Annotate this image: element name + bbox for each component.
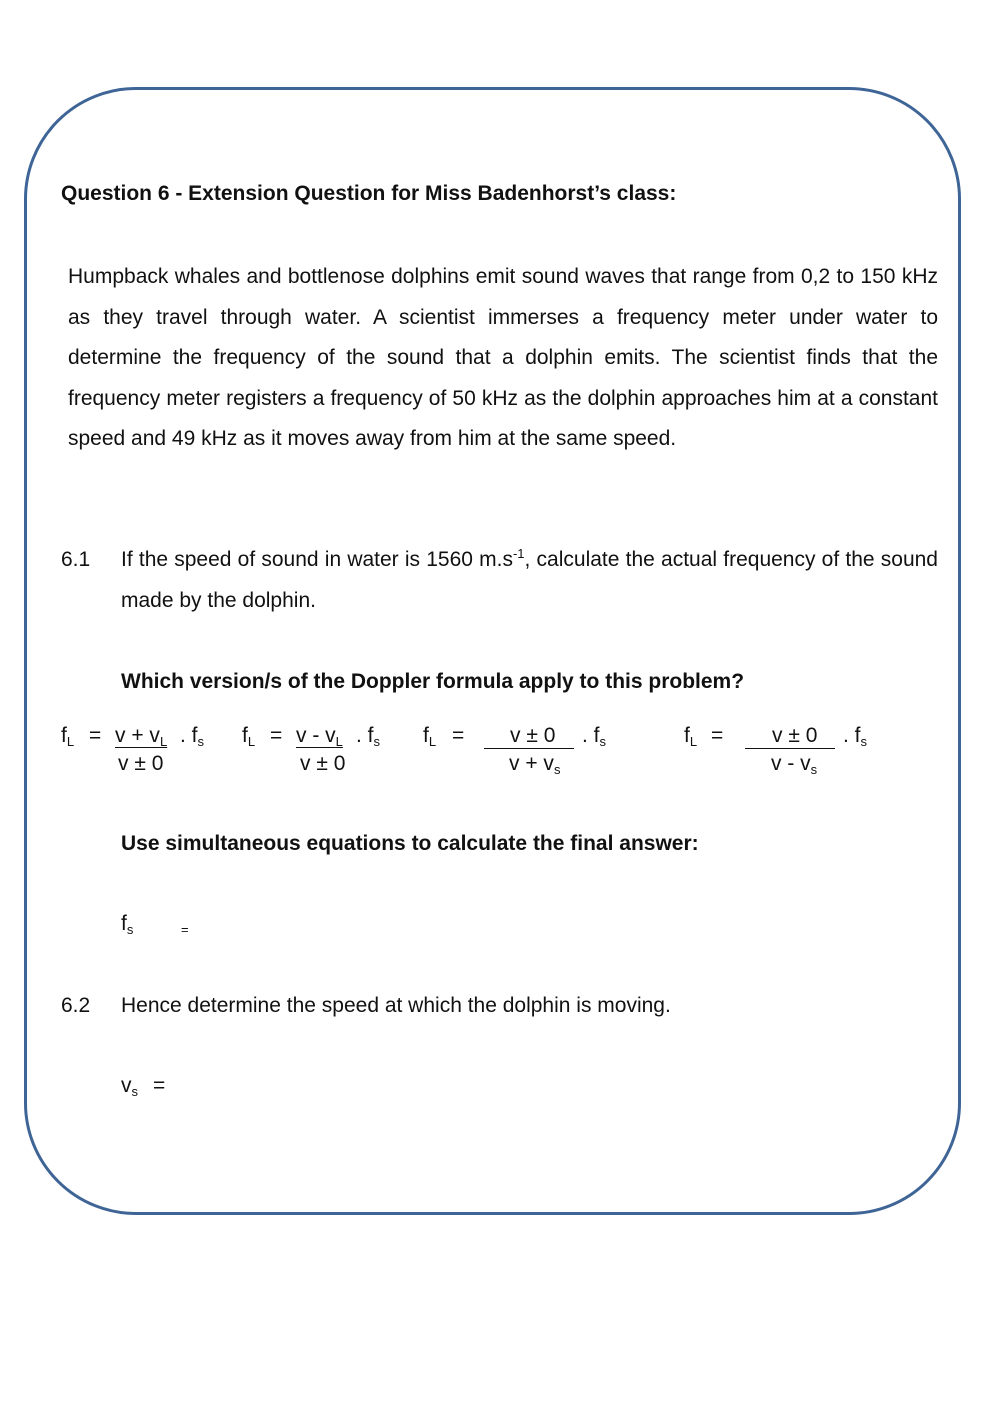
question-6-2-text: Hence determine the speed at which the dolphin is moving. [121,994,671,1017]
formula-3-numerator: v ± 0 [510,724,556,747]
vs-answer-label: $v_s$ [121,1074,138,1099]
simultaneous-prompt: Use simultaneous equations to calculate the final answer: [121,832,699,855]
formula-3-denominator: $v + v_s$ [509,752,561,777]
question-6-1-text: If the speed of sound in water is 1560 $m.s^{-1}$, calculate the actual frequency of the sound made by the dolphin. [121,546,938,612]
formula-4-lhs: $f_L$ [684,724,698,749]
formula-1-numerator: $v + v_L$ [115,724,168,749]
formula-4-denominator: v - $v_s$ [771,752,818,777]
formula-4-fraction-bar [745,748,835,749]
formula-4-equals: = [711,724,724,747]
formula-2-fs: . $f_s$ [356,724,381,749]
formula-1-denominator: v ± 0 [118,752,164,775]
question-number-6-1: 6.1 [61,548,91,571]
formula-3-fraction-bar [484,748,574,749]
formula-1-fs: . $f_s$ [180,724,205,749]
formula-4-fs: . $f_s$ [843,724,868,749]
formula-2-numerator: v - $v_L$ [296,724,343,749]
formula-2-denominator: v ± 0 [300,752,346,775]
formula-2-equals: = [270,724,283,747]
formula-1-equals: = [89,724,102,747]
fs-answer-label: $f_s$ [121,912,134,937]
question-number-6-2: 6.2 [61,994,91,1017]
formula-4-numerator: v ± 0 [772,724,818,747]
vs-answer-equals: = [153,1074,166,1097]
formula-3-fs: . $f_s$ [582,724,607,749]
formula-3-lhs: $f_L$ [423,724,437,749]
formula-prompt: Which version/s of the Doppler formula apply to this problem? [121,670,745,693]
formula-2-lhs: $f_L$ [242,724,256,749]
formula-3-equals: = [452,724,465,747]
formula-1-lhs: $f_L$ [61,724,75,749]
question-title: Question 6 - Extension Question for Miss Badenhorst’s class: [61,182,677,205]
fs-answer-equals: = [181,922,189,937]
question-paragraph: Humpback whales and bottlenose dolphins emit sound waves that range from 0,2 to 150 kHz as they travel through water. A scientist immerses a frequency meter under water to determine the frequency of the sound that a dolphin emits. The scientist finds that the frequency meter registers a frequency of 50 kHz as the dolphin approaches him at a constant speed and 49 kHz as it moves away from him at the same speed. [68,265,938,451]
